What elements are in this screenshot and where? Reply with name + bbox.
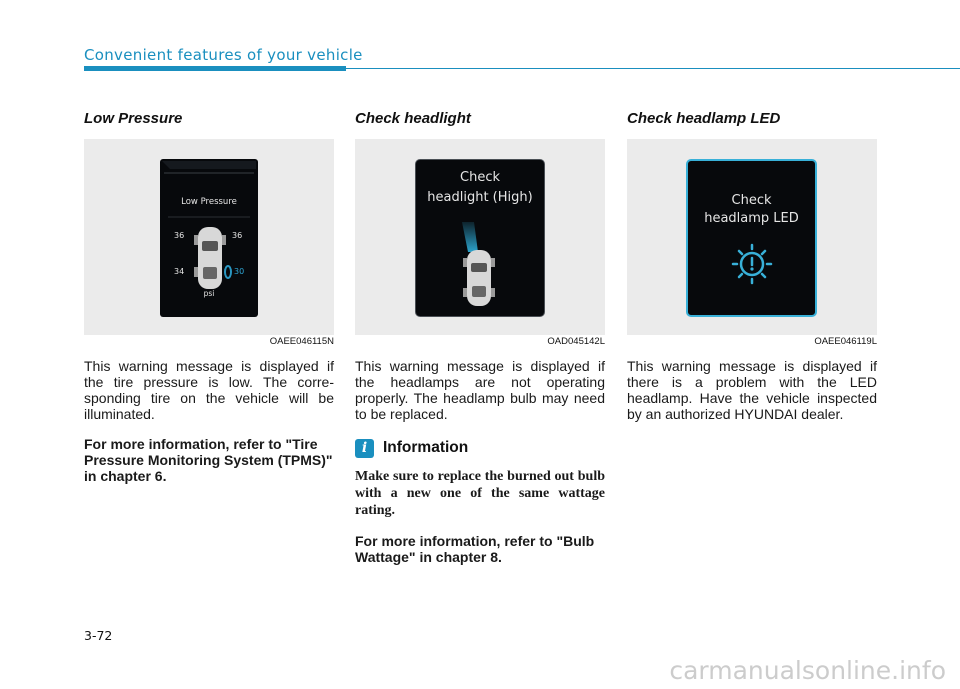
page-number: 3-72 xyxy=(84,628,113,643)
tire-pressure-rear-right: 30 xyxy=(234,267,245,276)
pressure-unit: psi xyxy=(203,289,215,298)
screen-line-2: headlamp LED xyxy=(704,211,799,226)
cluster-screen xyxy=(160,159,258,317)
screen-line-1: Check xyxy=(731,193,772,208)
header-rule xyxy=(346,68,960,69)
watermark: carmanualsonline.info xyxy=(669,656,946,685)
cluster-screen xyxy=(415,159,545,317)
column-check-headlamp-led xyxy=(627,110,877,422)
screen-line-1: Check xyxy=(460,170,500,185)
column-low-pressure xyxy=(84,110,334,484)
figure-code: OAEE046119L xyxy=(814,336,877,347)
column-check-headlight xyxy=(355,110,605,565)
figure-check-headlamp-led xyxy=(627,139,877,335)
tire-pressure-rear-left: 34 xyxy=(174,267,185,276)
reference-note: For more information, refer to "Bulb Wattage" in chapter 8. xyxy=(355,533,595,565)
section-title: Low Pressure xyxy=(84,110,183,127)
led-warning-icon xyxy=(688,161,815,315)
information-text: Make sure to replace the burned out bulb with a new one of the same wattage rating. xyxy=(355,469,605,518)
information-heading xyxy=(355,436,605,460)
header-accent-bar xyxy=(84,66,346,71)
section-title: Check headlight xyxy=(355,110,471,127)
screen-title: Low Pressure xyxy=(181,197,237,207)
information-title: Information xyxy=(383,439,469,456)
tire-pressure-front-left: 36 xyxy=(174,231,185,240)
tire-pressure-front-right: 36 xyxy=(232,231,243,240)
body-text: This warning message is displayed if the headlamps are not operating properly. The headlamp bulb may need to be replaced. xyxy=(355,358,605,422)
section-title: Check headlamp LED xyxy=(627,110,781,127)
car-headlight-illustration xyxy=(416,160,544,316)
body-text: This warning message is displayed if there is a problem with the LED headlamp. Have the vehicle inspected by an authorized HYUNDAI dealer. xyxy=(627,358,877,422)
cluster-screen xyxy=(686,159,817,317)
figure-low-pressure xyxy=(84,139,334,335)
screen-line-2: headlight (High) xyxy=(427,190,533,205)
body-text: This warning message is displayed if the tire pressure is low. The corre-sponding tire on the vehicle will be illuminated. xyxy=(84,358,334,422)
figure-check-headlight xyxy=(355,139,605,335)
reference-note: For more information, refer to "Tire Pressure Monitoring System (TPMS)" in chapter 6. xyxy=(84,436,333,484)
section-header-title: Convenient features of your vehicle xyxy=(84,46,363,64)
figure-code: OAD045142L xyxy=(547,336,605,347)
figure-code: OAEE046115N xyxy=(269,336,334,347)
info-icon: i xyxy=(355,439,374,458)
